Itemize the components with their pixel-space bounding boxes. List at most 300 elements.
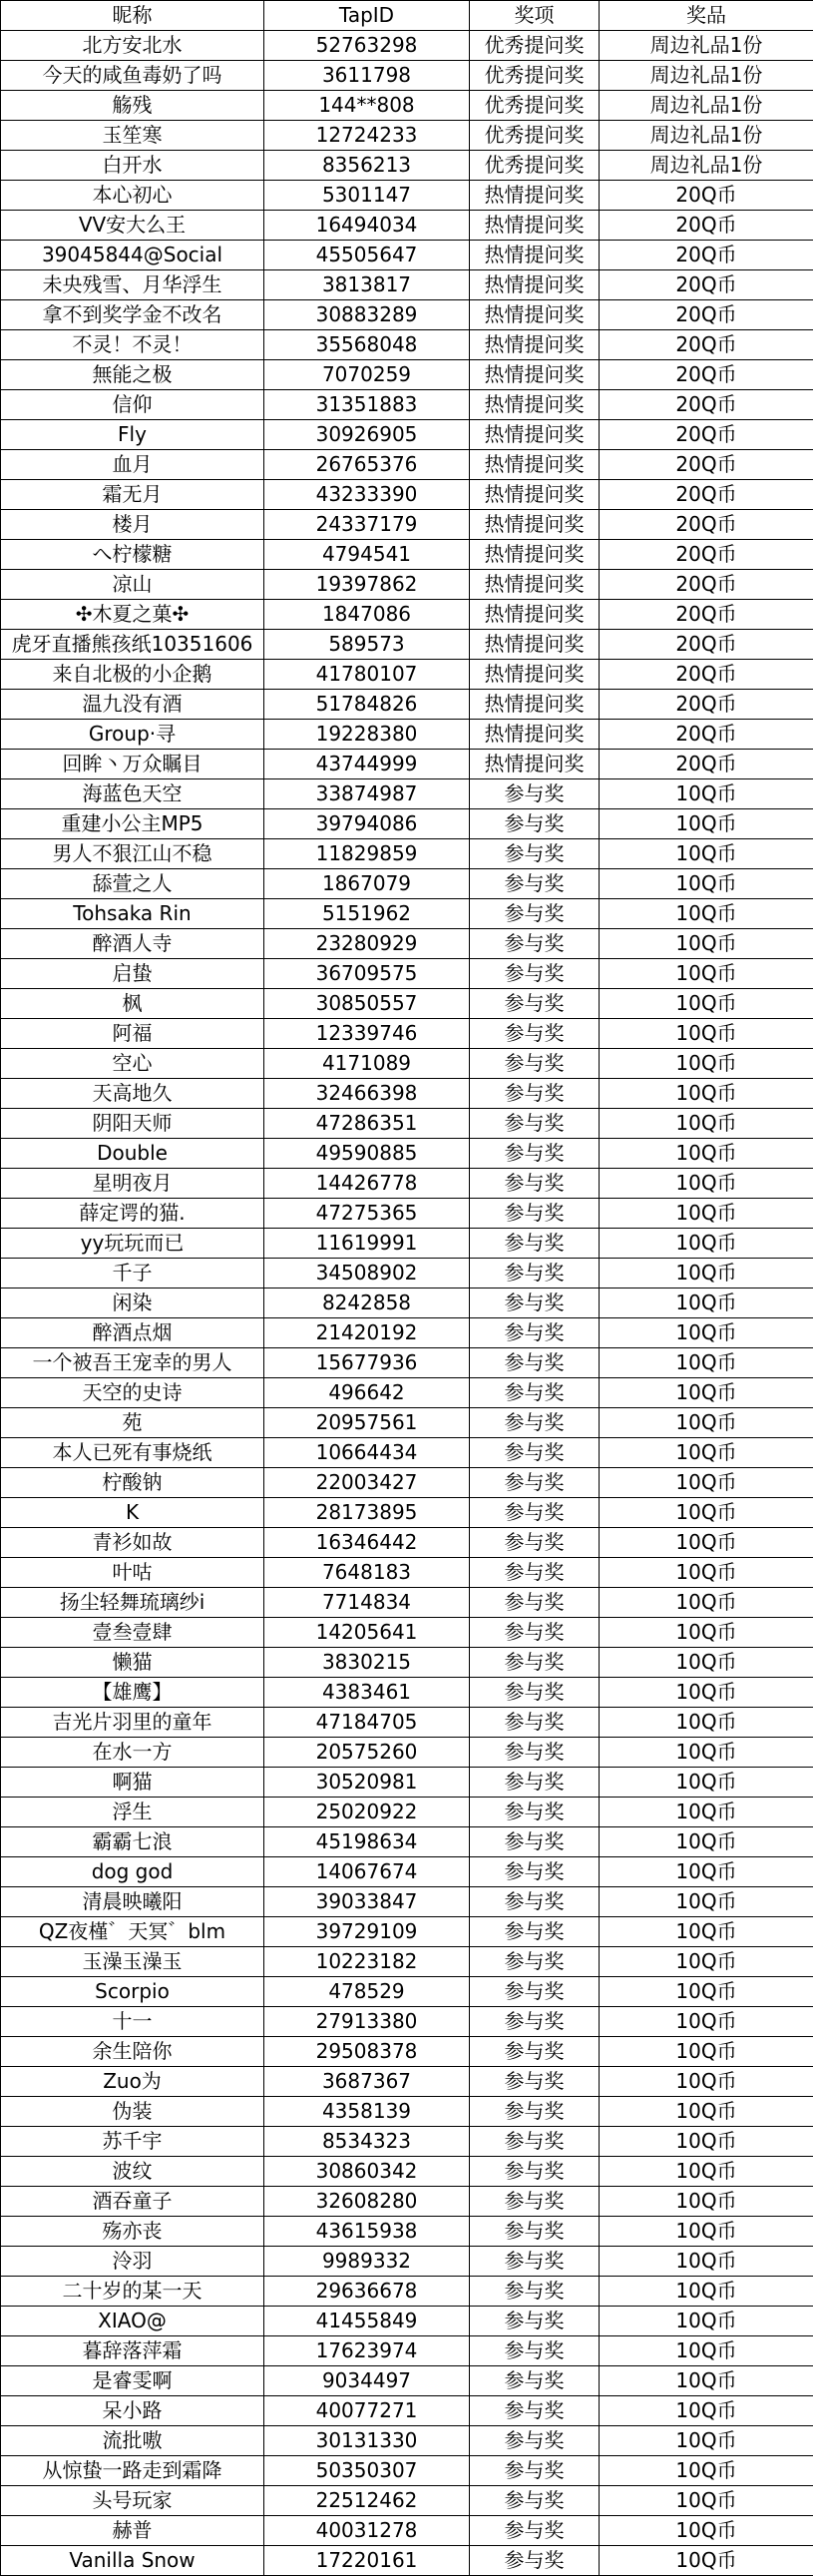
tapid-cell: 3830215 — [264, 1648, 470, 1678]
award-cell: 参与奖 — [470, 1019, 600, 1049]
tapid-cell: 9989332 — [264, 2247, 470, 2277]
award-cell: 参与奖 — [470, 2187, 600, 2217]
prize-cell: 20Q币 — [600, 510, 813, 540]
nickname-cell: 玉笙寒 — [1, 121, 264, 151]
nickname-cell: 未央残雪、月华浮生 — [1, 270, 264, 300]
nickname-cell: 北方安北水 — [1, 31, 264, 61]
tapid-cell: 7648183 — [264, 1558, 470, 1588]
nickname-cell: 壹叁壹肆 — [1, 1618, 264, 1648]
table-row — [1, 91, 813, 121]
award-cell: 热情提问奖 — [470, 540, 600, 570]
table-row — [1, 2546, 813, 2576]
prize-cell: 10Q币 — [600, 1288, 813, 1318]
table-row — [1, 1229, 813, 1259]
prize-cell: 10Q币 — [600, 1109, 813, 1139]
table-row — [1, 1618, 813, 1648]
award-cell: 热情提问奖 — [470, 360, 600, 390]
prize-cell: 10Q币 — [600, 1977, 813, 2007]
award-cell: 参与奖 — [470, 2546, 600, 2576]
table-row — [1, 121, 813, 151]
header-award: 奖项 — [470, 1, 600, 31]
prize-cell: 10Q币 — [600, 1528, 813, 1558]
award-cell: 参与奖 — [470, 779, 600, 809]
nickname-cell: 浮生 — [1, 1798, 264, 1827]
table-row — [1, 2097, 813, 2127]
tapid-cell: 36709575 — [264, 959, 470, 989]
nickname-cell: 重建小公主MP5 — [1, 809, 264, 839]
tapid-cell: 33874987 — [264, 779, 470, 809]
prize-cell: 10Q币 — [600, 2187, 813, 2217]
tapid-cell: 7070259 — [264, 360, 470, 390]
prize-cell: 20Q币 — [600, 630, 813, 660]
table-row — [1, 1678, 813, 1708]
table-row — [1, 720, 813, 750]
prize-cell: 10Q币 — [600, 869, 813, 899]
award-cell: 参与奖 — [470, 1169, 600, 1199]
nickname-cell: 十一 — [1, 2007, 264, 2037]
table-row — [1, 2396, 813, 2426]
award-cell: 热情提问奖 — [470, 690, 600, 720]
award-cell: 参与奖 — [470, 929, 600, 959]
table-row — [1, 1169, 813, 1199]
prize-cell: 20Q币 — [600, 300, 813, 330]
award-cell: 热情提问奖 — [470, 600, 600, 630]
nickname-cell: 清晨映曦阳 — [1, 1887, 264, 1917]
tapid-cell: 3687367 — [264, 2067, 470, 2097]
nickname-cell: 余生陪你 — [1, 2037, 264, 2067]
award-cell: 参与奖 — [470, 2067, 600, 2097]
prize-cell: 20Q币 — [600, 720, 813, 750]
table-row — [1, 1438, 813, 1468]
table-row — [1, 181, 813, 211]
tapid-cell: 14426778 — [264, 1169, 470, 1199]
tapid-cell: 39729109 — [264, 1917, 470, 1947]
nickname-cell: 二十岁的某一天 — [1, 2277, 264, 2307]
tapid-cell: 12724233 — [264, 121, 470, 151]
table-row — [1, 31, 813, 61]
nickname-cell: 殇亦丧 — [1, 2217, 264, 2247]
nickname-cell: VV安大么王 — [1, 211, 264, 241]
tapid-cell: 19397862 — [264, 570, 470, 600]
tapid-cell: 9034497 — [264, 2366, 470, 2396]
nickname-cell: 不灵！不灵！ — [1, 330, 264, 360]
prize-cell: 周边礼品1份 — [600, 151, 813, 181]
prize-cell: 10Q币 — [600, 1019, 813, 1049]
prize-cell: 10Q币 — [600, 2247, 813, 2277]
prize-cell: 10Q币 — [600, 2486, 813, 2516]
prize-cell: 10Q币 — [600, 1139, 813, 1169]
tapid-cell: 21420192 — [264, 1318, 470, 1348]
award-cell: 参与奖 — [470, 2007, 600, 2037]
award-cell: 参与奖 — [470, 809, 600, 839]
nickname-cell: 觞残 — [1, 91, 264, 121]
prize-cell: 20Q币 — [600, 570, 813, 600]
prize-cell: 10Q币 — [600, 2456, 813, 2486]
award-cell: 参与奖 — [470, 2127, 600, 2157]
nickname-cell: 男人不狠江山不稳 — [1, 839, 264, 869]
table-row — [1, 1348, 813, 1378]
table-row — [1, 1408, 813, 1438]
award-cell: 参与奖 — [470, 1378, 600, 1408]
nickname-cell: 赫普 — [1, 2516, 264, 2546]
award-cell: 参与奖 — [470, 1079, 600, 1109]
prize-cell: 20Q币 — [600, 211, 813, 241]
prize-cell: 周边礼品1份 — [600, 31, 813, 61]
table-row — [1, 869, 813, 899]
prize-cell: 10Q币 — [600, 1468, 813, 1498]
nickname-cell: 啊猫 — [1, 1768, 264, 1798]
award-cell: 参与奖 — [470, 2516, 600, 2546]
table-row — [1, 1318, 813, 1348]
tapid-cell: 39794086 — [264, 809, 470, 839]
award-cell: 优秀提问奖 — [470, 91, 600, 121]
prize-cell: 20Q币 — [600, 750, 813, 779]
nickname-cell: Double — [1, 1139, 264, 1169]
nickname-cell: 流批嗷 — [1, 2426, 264, 2456]
table-row — [1, 1109, 813, 1139]
nickname-cell: 闲染 — [1, 1288, 264, 1318]
award-cell: 参与奖 — [470, 2396, 600, 2426]
prize-cell: 10Q币 — [600, 1678, 813, 1708]
prize-cell: 20Q币 — [600, 660, 813, 690]
tapid-cell: 144**808 — [264, 91, 470, 121]
table-row — [1, 1528, 813, 1558]
nickname-cell: 启蛰 — [1, 959, 264, 989]
table-row — [1, 839, 813, 869]
prize-cell: 20Q币 — [600, 480, 813, 510]
nickname-cell: 39045844@Social — [1, 241, 264, 270]
nickname-cell: 白开水 — [1, 151, 264, 181]
nickname-cell: 青衫如故 — [1, 1528, 264, 1558]
tapid-cell: 29508378 — [264, 2037, 470, 2067]
tapid-cell: 7714834 — [264, 1588, 470, 1618]
nickname-cell: 本人已死有事烧纸 — [1, 1438, 264, 1468]
prize-cell: 10Q币 — [600, 1498, 813, 1528]
tapid-cell: 16494034 — [264, 211, 470, 241]
prize-cell: 10Q币 — [600, 1917, 813, 1947]
table-row — [1, 2277, 813, 2307]
nickname-cell: 阴阳天师 — [1, 1109, 264, 1139]
prize-cell: 10Q币 — [600, 929, 813, 959]
award-cell: 热情提问奖 — [470, 660, 600, 690]
tapid-cell: 1847086 — [264, 600, 470, 630]
nickname-cell: Vanilla Snow — [1, 2546, 264, 2576]
prize-cell: 10Q币 — [600, 2307, 813, 2336]
table-row — [1, 2516, 813, 2546]
nickname-cell: 天高地久 — [1, 1079, 264, 1109]
prize-cell: 10Q币 — [600, 2336, 813, 2366]
nickname-cell: 千子 — [1, 1259, 264, 1288]
prize-cell: 10Q币 — [600, 1887, 813, 1917]
nickname-cell: 是睿雯啊 — [1, 2366, 264, 2396]
prize-cell: 10Q币 — [600, 1618, 813, 1648]
award-cell: 热情提问奖 — [470, 450, 600, 480]
table-row — [1, 1468, 813, 1498]
prize-cell: 10Q币 — [600, 1768, 813, 1798]
award-cell: 热情提问奖 — [470, 270, 600, 300]
award-cell: 参与奖 — [470, 1259, 600, 1288]
award-cell: 参与奖 — [470, 1498, 600, 1528]
table-row — [1, 2187, 813, 2217]
tapid-cell: 30883289 — [264, 300, 470, 330]
table-row — [1, 2456, 813, 2486]
tapid-cell: 1867079 — [264, 869, 470, 899]
prize-cell: 10Q币 — [600, 2277, 813, 2307]
nickname-cell: 信仰 — [1, 390, 264, 420]
tapid-cell: 43615938 — [264, 2217, 470, 2247]
award-cell: 参与奖 — [470, 2247, 600, 2277]
award-cell: 参与奖 — [470, 2307, 600, 2336]
tapid-cell: 49590885 — [264, 1139, 470, 1169]
nickname-cell: ✣木夏之菓✣ — [1, 600, 264, 630]
table-row — [1, 1798, 813, 1827]
prize-cell: 10Q币 — [600, 1558, 813, 1588]
award-cell: 参与奖 — [470, 2336, 600, 2366]
prize-cell: 10Q币 — [600, 2157, 813, 2187]
tapid-cell: 43233390 — [264, 480, 470, 510]
table-row — [1, 1648, 813, 1678]
prize-cell: 10Q币 — [600, 1318, 813, 1348]
table-row — [1, 2336, 813, 2366]
prize-cell: 10Q币 — [600, 1259, 813, 1288]
prize-cell: 10Q币 — [600, 2067, 813, 2097]
award-cell: 参与奖 — [470, 869, 600, 899]
table-row — [1, 450, 813, 480]
table-row — [1, 1857, 813, 1887]
table-row — [1, 660, 813, 690]
nickname-cell: 波纹 — [1, 2157, 264, 2187]
tapid-cell: 30131330 — [264, 2426, 470, 2456]
nickname-cell: 从惊蛰一路走到霜降 — [1, 2456, 264, 2486]
table-row — [1, 1588, 813, 1618]
nickname-cell: 醉酒点烟 — [1, 1318, 264, 1348]
header-nickname: 昵称 — [1, 1, 264, 31]
award-cell: 参与奖 — [470, 1648, 600, 1678]
nickname-cell: Tohsaka Rin — [1, 899, 264, 929]
table-row — [1, 779, 813, 809]
prize-cell: 20Q币 — [600, 450, 813, 480]
nickname-cell: 柠酸钠 — [1, 1468, 264, 1498]
header-prize: 奖品 — [600, 1, 813, 31]
table-row — [1, 570, 813, 600]
table-row — [1, 510, 813, 540]
nickname-cell: Zuo为 — [1, 2067, 264, 2097]
table-row — [1, 241, 813, 270]
prize-cell: 20Q币 — [600, 330, 813, 360]
nickname-cell: 霜无月 — [1, 480, 264, 510]
prize-cell: 10Q币 — [600, 2037, 813, 2067]
tapid-cell: 43744999 — [264, 750, 470, 779]
table-row — [1, 1708, 813, 1738]
nickname-cell: 暮辞落萍霜 — [1, 2336, 264, 2366]
award-cell: 参与奖 — [470, 1558, 600, 1588]
prize-cell: 10Q币 — [600, 2097, 813, 2127]
prize-cell: 10Q币 — [600, 2217, 813, 2247]
nickname-cell: 薛定谔的猫. — [1, 1199, 264, 1229]
table-row — [1, 211, 813, 241]
tapid-cell: 52763298 — [264, 31, 470, 61]
award-cell: 热情提问奖 — [470, 630, 600, 660]
tapid-cell: 32608280 — [264, 2187, 470, 2217]
table-row — [1, 690, 813, 720]
nickname-cell: 酒吞童子 — [1, 2187, 264, 2217]
award-cell: 参与奖 — [470, 1917, 600, 1947]
prize-cell: 10Q币 — [600, 1378, 813, 1408]
award-cell: 热情提问奖 — [470, 720, 600, 750]
table-row — [1, 1887, 813, 1917]
nickname-cell: 霸霸七浪 — [1, 1827, 264, 1857]
table-row — [1, 420, 813, 450]
award-cell: 参与奖 — [470, 989, 600, 1019]
table-row — [1, 2247, 813, 2277]
prize-cell: 20Q币 — [600, 241, 813, 270]
table-row — [1, 1768, 813, 1798]
table-row — [1, 360, 813, 390]
table-row — [1, 2127, 813, 2157]
award-cell: 参与奖 — [470, 959, 600, 989]
tapid-cell: 5151962 — [264, 899, 470, 929]
award-cell: 参与奖 — [470, 1229, 600, 1259]
award-cell: 参与奖 — [470, 899, 600, 929]
table-row — [1, 1917, 813, 1947]
prize-cell: 10Q币 — [600, 1857, 813, 1887]
award-cell: 热情提问奖 — [470, 750, 600, 779]
table-row — [1, 1049, 813, 1079]
prize-cell: 10Q币 — [600, 1229, 813, 1259]
nickname-cell: XIAO@ — [1, 2307, 264, 2336]
nickname-cell: 温九没有酒 — [1, 690, 264, 720]
award-cell: 热情提问奖 — [470, 241, 600, 270]
prize-cell: 周边礼品1份 — [600, 121, 813, 151]
nickname-cell: 苑 — [1, 1408, 264, 1438]
tapid-cell: 41780107 — [264, 660, 470, 690]
nickname-cell: 本心初心 — [1, 181, 264, 211]
prize-cell: 10Q币 — [600, 1947, 813, 1977]
award-cell: 热情提问奖 — [470, 510, 600, 540]
tapid-cell: 19228380 — [264, 720, 470, 750]
nickname-cell: Fly — [1, 420, 264, 450]
award-cell: 参与奖 — [470, 2456, 600, 2486]
tapid-cell: 5301147 — [264, 181, 470, 211]
award-cell: 参与奖 — [470, 2037, 600, 2067]
tapid-cell: 4383461 — [264, 1678, 470, 1708]
nickname-cell: 回眸丶万众瞩目 — [1, 750, 264, 779]
award-cell: 参与奖 — [470, 1738, 600, 1768]
table-row — [1, 1199, 813, 1229]
tapid-cell: 12339746 — [264, 1019, 470, 1049]
table-row — [1, 61, 813, 91]
award-cell: 热情提问奖 — [470, 330, 600, 360]
award-cell: 参与奖 — [470, 1288, 600, 1318]
prize-cell: 20Q币 — [600, 270, 813, 300]
prize-cell: 20Q币 — [600, 420, 813, 450]
award-cell: 参与奖 — [470, 2217, 600, 2247]
tapid-cell: 29636678 — [264, 2277, 470, 2307]
award-cell: 参与奖 — [470, 1827, 600, 1857]
nickname-cell: yy玩玩而已 — [1, 1229, 264, 1259]
table-row — [1, 929, 813, 959]
prize-cell: 周边礼品1份 — [600, 91, 813, 121]
tapid-cell: 34508902 — [264, 1259, 470, 1288]
award-cell: 参与奖 — [470, 2486, 600, 2516]
nickname-cell: QZ夜槿゛天冥゛blm — [1, 1917, 264, 1947]
tapid-cell: 40031278 — [264, 2516, 470, 2546]
nickname-cell: 【雄鹰】 — [1, 1678, 264, 1708]
tapid-cell: 24337179 — [264, 510, 470, 540]
prize-cell: 周边礼品1份 — [600, 61, 813, 91]
award-cell: 参与奖 — [470, 1408, 600, 1438]
prize-cell: 20Q币 — [600, 181, 813, 211]
table-row — [1, 480, 813, 510]
nickname-cell: 来自北极的小企鹅 — [1, 660, 264, 690]
prize-cell: 20Q币 — [600, 360, 813, 390]
prize-cell: 10Q币 — [600, 2366, 813, 2396]
award-cell: 参与奖 — [470, 1798, 600, 1827]
table-row — [1, 2426, 813, 2456]
award-cell: 优秀提问奖 — [470, 151, 600, 181]
prize-cell: 10Q币 — [600, 1199, 813, 1229]
prize-cell: 10Q币 — [600, 1438, 813, 1468]
table-row — [1, 989, 813, 1019]
prize-cell: 10Q币 — [600, 959, 813, 989]
tapid-cell: 47184705 — [264, 1708, 470, 1738]
table-row — [1, 2307, 813, 2336]
award-cell: 热情提问奖 — [470, 211, 600, 241]
award-cell: 热情提问奖 — [470, 420, 600, 450]
nickname-cell: 呆小路 — [1, 2396, 264, 2426]
tapid-cell: 11619991 — [264, 1229, 470, 1259]
table-row — [1, 1558, 813, 1588]
award-cell: 参与奖 — [470, 2366, 600, 2396]
tapid-cell: 47286351 — [264, 1109, 470, 1139]
award-cell: 参与奖 — [470, 839, 600, 869]
tapid-cell: 15677936 — [264, 1348, 470, 1378]
table-row — [1, 1738, 813, 1768]
tapid-cell: 32466398 — [264, 1079, 470, 1109]
award-cell: 参与奖 — [470, 1348, 600, 1378]
tapid-cell: 20575260 — [264, 1738, 470, 1768]
tapid-cell: 30850557 — [264, 989, 470, 1019]
nickname-cell: 醉酒人寺 — [1, 929, 264, 959]
nickname-cell: 叶咕 — [1, 1558, 264, 1588]
tapid-cell: 22003427 — [264, 1468, 470, 1498]
nickname-cell: 泠羽 — [1, 2247, 264, 2277]
nickname-cell: 伪装 — [1, 2097, 264, 2127]
table-row — [1, 1019, 813, 1049]
table-row — [1, 390, 813, 420]
prize-cell: 10Q币 — [600, 899, 813, 929]
table-row — [1, 2366, 813, 2396]
nickname-cell: 天空的史诗 — [1, 1378, 264, 1408]
tapid-cell: 17220161 — [264, 2546, 470, 2576]
tapid-cell: 47275365 — [264, 1199, 470, 1229]
award-cell: 参与奖 — [470, 2426, 600, 2456]
tapid-cell: 3611798 — [264, 61, 470, 91]
award-cell: 参与奖 — [470, 1947, 600, 1977]
award-cell: 参与奖 — [470, 1139, 600, 1169]
nickname-cell: 吉光片羽里的童年 — [1, 1708, 264, 1738]
nickname-cell: 苏千宇 — [1, 2127, 264, 2157]
prize-cell: 10Q币 — [600, 2007, 813, 2037]
tapid-cell: 4171089 — [264, 1049, 470, 1079]
table-body — [1, 31, 813, 2576]
table-row — [1, 899, 813, 929]
tapid-cell: 39033847 — [264, 1887, 470, 1917]
tapid-cell: 8356213 — [264, 151, 470, 181]
award-cell: 热情提问奖 — [470, 480, 600, 510]
tapid-cell: 41455849 — [264, 2307, 470, 2336]
award-cell: 参与奖 — [470, 1199, 600, 1229]
